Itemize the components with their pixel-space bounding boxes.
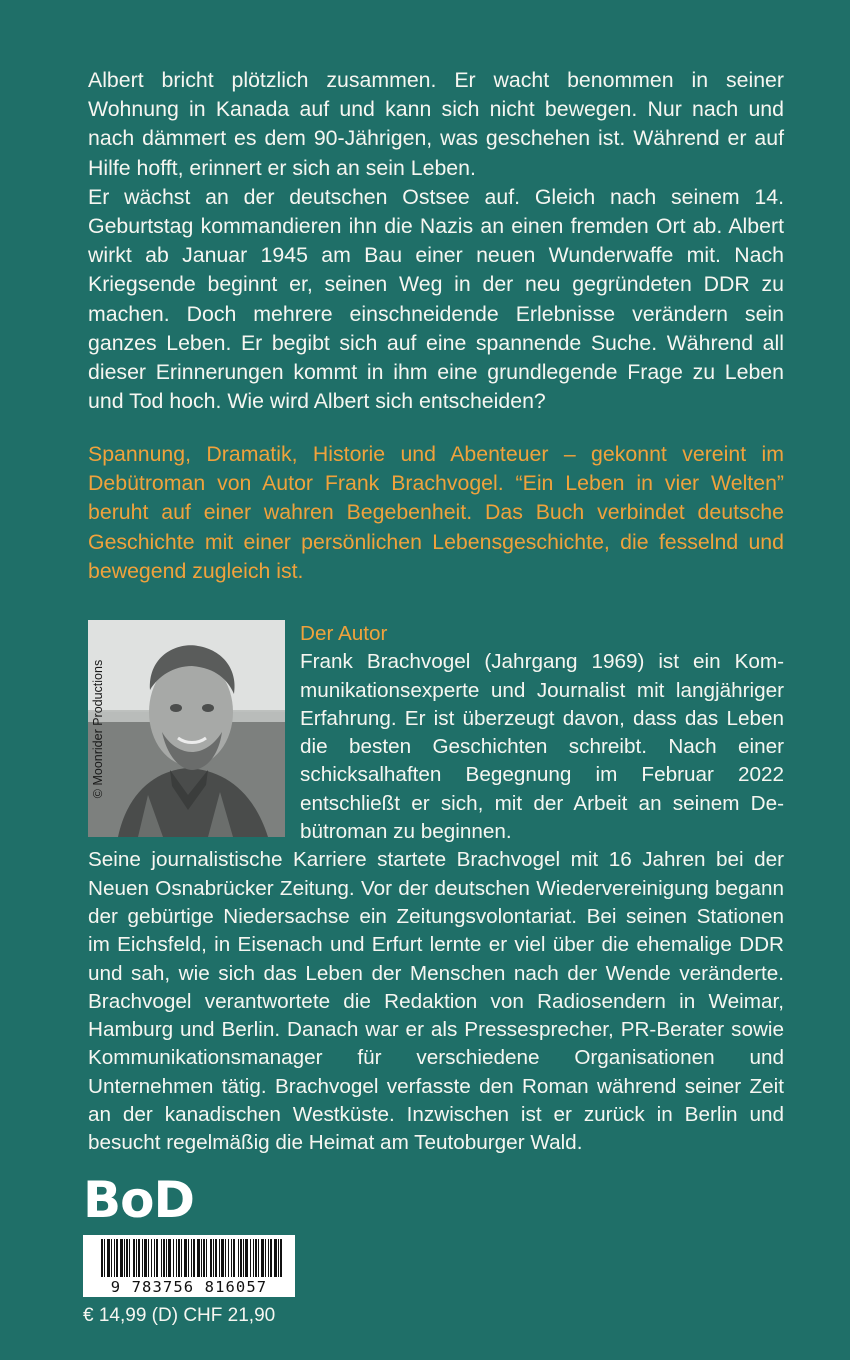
barcode-bar <box>215 1239 217 1277</box>
barcode-bar <box>240 1239 242 1277</box>
blurb-paragraph-1: Albert bricht plötzlich zusammen. Er wacht benommen in seiner Wohnung in Kanada auf und kann sich nicht bewegen. Nur nach und nach dämmert es dem 90-Jährigen, was geschehen ist. Während er auf Hilfe hofft, erinnert er sich an sein Leben. <box>88 68 784 180</box>
barcode-bar <box>210 1239 212 1277</box>
barcode-bar <box>219 1239 220 1277</box>
barcode-bar <box>213 1239 214 1277</box>
barcode-bar <box>116 1239 118 1277</box>
barcode-bar <box>201 1239 202 1277</box>
barcode-bar <box>188 1239 189 1277</box>
barcode-bar <box>148 1239 149 1277</box>
barcode-bar <box>203 1239 205 1277</box>
barcode-bar <box>178 1239 180 1277</box>
barcode-bar <box>104 1239 105 1277</box>
barcode-bar <box>243 1239 244 1277</box>
photo-credit-text: © Moonrider Productions <box>91 659 106 798</box>
barcode-bar <box>270 1239 272 1277</box>
barcode-bar <box>238 1239 239 1277</box>
barcode-bar <box>193 1239 195 1277</box>
barcode-bar <box>129 1239 130 1277</box>
barcode-bar <box>233 1239 235 1277</box>
blurb-text <box>88 66 784 416</box>
highlight-text: Spannung, Dramatik, Historie und Abenteuer – gekonnt vereint im Debütroman von Autor Frank Brachvogel. “Ein Leben in vier Welten” beruht auf einer wahren Begebenheit. Das Buch verbindet deutsche Geschichte mit einer persönlichen Lebensgeschichte, die fesselnd und bewegend zugleich ist. <box>88 442 784 583</box>
barcode-bar <box>154 1239 155 1277</box>
barcode-bar <box>268 1239 269 1277</box>
barcode-bar <box>144 1239 147 1277</box>
barcode-bar <box>221 1239 224 1277</box>
barcode-bar <box>151 1239 152 1277</box>
price-label: € 14,99 (D) CHF 21,90 <box>83 1305 276 1326</box>
barcode-bar <box>163 1239 165 1277</box>
barcode-bar <box>225 1239 226 1277</box>
author-paragraph-1: Frank Brachvogel (Jahrgang 1969) ist ein Kommunikationsexperte und Journalist mit langjähriger Erfahrung. Er ist überzeugt davon, dass das Leben die besten Geschichten schreibt. Nach einer schicksalhaften Begegnung im Februar 2022 entschließt er sich, mit der Arbeit an seinem Debütroman zu beginnen. <box>300 650 784 844</box>
barcode-bar <box>278 1239 279 1277</box>
barcode-bar <box>261 1239 264 1277</box>
barcode-bar <box>274 1239 277 1277</box>
barcode-bar <box>142 1239 143 1277</box>
barcode-bar <box>231 1239 232 1277</box>
barcode-bar <box>101 1239 103 1277</box>
author-photo <box>88 620 285 837</box>
barcode-bar <box>136 1239 137 1277</box>
barcode-bar <box>107 1239 110 1277</box>
barcode-bar <box>173 1239 174 1277</box>
barcode-bar <box>111 1239 112 1277</box>
author-portrait-illustration <box>88 620 285 837</box>
author-heading: Der Autor <box>300 622 388 645</box>
author-section <box>88 620 784 1158</box>
barcode-bar <box>255 1239 257 1277</box>
barcode-bar <box>197 1239 200 1277</box>
barcode-bar <box>250 1239 251 1277</box>
barcode-bar <box>181 1239 182 1277</box>
barcode-bar <box>138 1239 140 1277</box>
publisher-logo: BoD <box>83 1171 194 1229</box>
blurb-paragraph-2: Er wächst an der deutschen Ostsee auf. Gleich nach seinem 14. Geburtstag kommandieren ihn die Nazis an einen fremden Ort ab. Albert wirkt ab Januar 1945 am Bau einer neuen Wunderwaffe mit. Nach Kriegsende beginnt er, seinen Weg in der neu gegründeten DDR zu machen. Doch mehrere einschneidende Erlebnisse verändern sein ganzes Leben. Er begibt sich auf eine spannende Suche. Während all dieser Erinnerungen kommt in ihm eine grundlegende Frage zu Leben und Tod hoch. Wie wird Albert sich entscheiden? <box>88 184 784 414</box>
author-paragraph-2: Seine journalistische Karriere startete Brachvogel mit 16 Jahren bei der Neuen Osnabrücker Zeitung. Vor der deutschen Wiedervereinigung begann der gebürtige Niedersachse ein Zeitungsvolontariat. Bei seinen Stationen im Eichsfeld, in Eisenach und Erfurt lernte er viel über die ehemalige DDR und sah, wie sich das Leben der Menschen nach der Wende veränderte. Brachvogel verantwortete die Redaktion von Radiosendern in Weimar, Hamburg und Berlin. Danach war er als Pressesprecher, PR-Berater sowie Kommunikationsmanager für verschiedene Organisationen und Unternehmen tätig. Brachvogel verfasste den Roman während seiner Zeit an der kanadischen Westküste. Inzwischen ist er zurück in Berlin und besucht regelmäßig die Heimat am Teutoburger Wald. <box>88 848 784 1155</box>
barcode-bar <box>228 1239 229 1277</box>
barcode-bar <box>184 1239 187 1277</box>
barcode-bar <box>253 1239 254 1277</box>
barcode-bar <box>280 1239 282 1277</box>
photo-credit <box>88 620 108 837</box>
barcode-bar <box>124 1239 125 1277</box>
barcode-bar <box>206 1239 207 1277</box>
barcode-bar <box>191 1239 192 1277</box>
barcode-bar <box>114 1239 115 1277</box>
barcode-bar <box>166 1239 167 1277</box>
barcode-bar <box>265 1239 266 1277</box>
barcode-bar <box>168 1239 171 1277</box>
isbn-barcode <box>83 1235 295 1297</box>
isbn-digits: 9 783756 816057 <box>110 1278 268 1296</box>
barcode-bar <box>245 1239 248 1277</box>
barcode-bar <box>258 1239 259 1277</box>
barcode-bar <box>161 1239 162 1277</box>
barcode-bar <box>176 1239 177 1277</box>
barcode-bar <box>120 1239 123 1277</box>
barcode-bar <box>133 1239 135 1277</box>
barcode-bar <box>126 1239 128 1277</box>
barcode-bar <box>156 1239 158 1277</box>
